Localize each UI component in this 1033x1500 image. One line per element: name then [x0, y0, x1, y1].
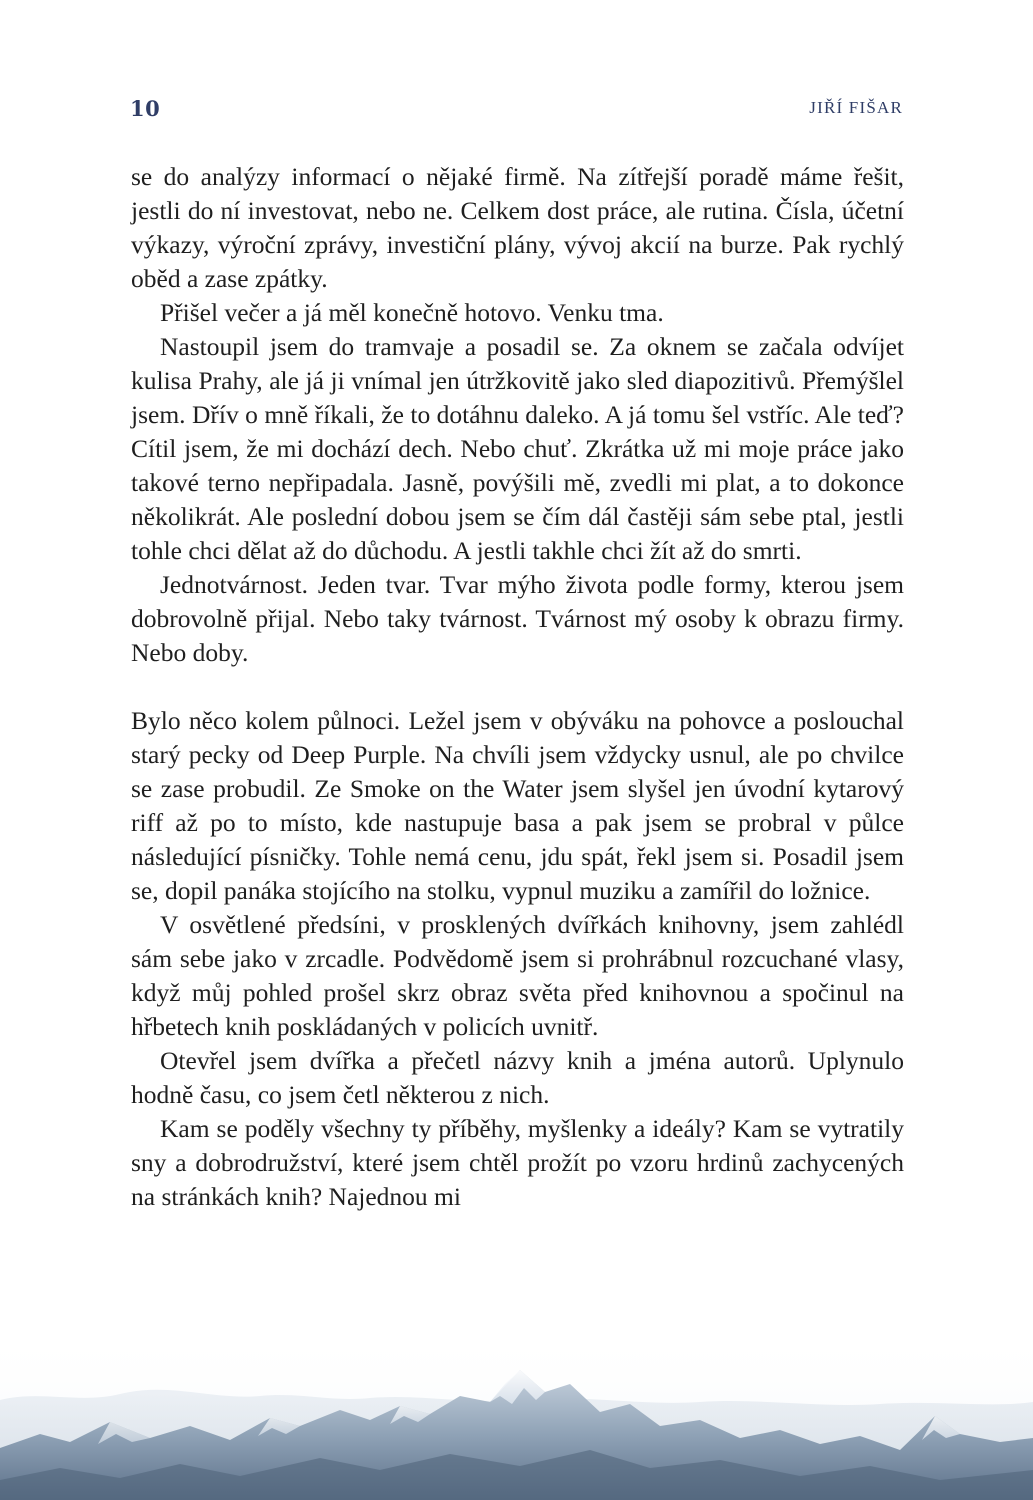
paragraph: Otevřel jsem dvířka a přečetl názvy knih a jména autorů. Uplynulo hodně času, co jsem četl některou z nich. — [131, 1046, 904, 1109]
paragraph: se do analýzy informací o nějaké firmě. Na zítřejší poradě máme řešit, jestli do ní investovat, nebo ne. Celkem dost práce, ale rutina. Čísla, účetní výkazy, výroční zprávy, investiční plány, vývoj akcií na burze. Pak rychlý oběd a zase zpátky. — [131, 162, 904, 293]
body-text — [131, 160, 904, 1214]
paragraph: Jednotvárnost. Jeden tvar. Tvar mýho života podle formy, kterou jsem dobrovolně přijal. Nebo taky tvárnost. Tvárnost mý osoby k obrazu firmy. Nebo doby. — [131, 570, 904, 667]
paragraph: Bylo něco kolem půlnoci. Ležel jsem v obýváku na pohovce a poslouchal starý pecky od Deep Purple. Na chvíli jsem vždycky usnul, ale po chvilce se zase probudil. Ze Smoke on the Water jsem slyšel jen úvodní kytarový riff až po to místo, kde nastupuje basa a pak jsem se probral v půlce následující písničky. Tohle nemá cenu, jdu spát, řekl jsem si. Posadil jsem se, dopil panáka stojícího na stolku, vypnul muziku a zamířil do ložnice. — [131, 706, 904, 905]
section-break — [131, 670, 904, 704]
author-name: JIŘÍ FIŠAR — [809, 98, 903, 117]
mountain-range-illustration — [0, 1330, 1033, 1500]
paragraph: Nastoupil jsem do tramvaje a posadil se. Za oknem se začala odvíjet kulisa Prahy, ale já ji vnímal jen útržkovitě jako sled diapozitivů. Přemýšlel jsem. Dřív o mně říkali, že to dotáhnu daleko. A já tomu šel vstříc. Ale teď? Cítil jsem, že mi dochází dech. Nebo chuť. Zkrátka už mi moje práce jako takové terno nepřipadala. Jasně, povýšili mě, zvedli mi plat, a to dokonce několikrát. Ale poslední dobou jsem se čím dál častěji sám sebe ptal, jestli tohle chci dělat až do důchodu. A jestli takhle chci žít až do smrti. — [131, 332, 904, 565]
page-number: 10 — [130, 96, 161, 121]
paragraph: Kam se poděly všechny ty příběhy, myšlenky a ideály? Kam se vytratily sny a dobrodružství, které jsem chtěl prožít po vzoru hrdinů zachycených na stránkách knih? Najednou mi — [131, 1114, 904, 1211]
paragraph: Přišel večer a já měl konečně hotovo. Venku tma. — [160, 298, 664, 327]
running-header — [130, 96, 903, 124]
paragraph: V osvětlené předsíni, v prosklených dvířkách knihovny, jsem zahlédl sám sebe jako v zrcadle. Podvědomě jsem si prohrábnul rozcuchané vlasy, když můj pohled prošel skrz obraz světa před knihovnou a spočinul na hřbetech knih poskládaných v policích uvnitř. — [131, 910, 904, 1041]
